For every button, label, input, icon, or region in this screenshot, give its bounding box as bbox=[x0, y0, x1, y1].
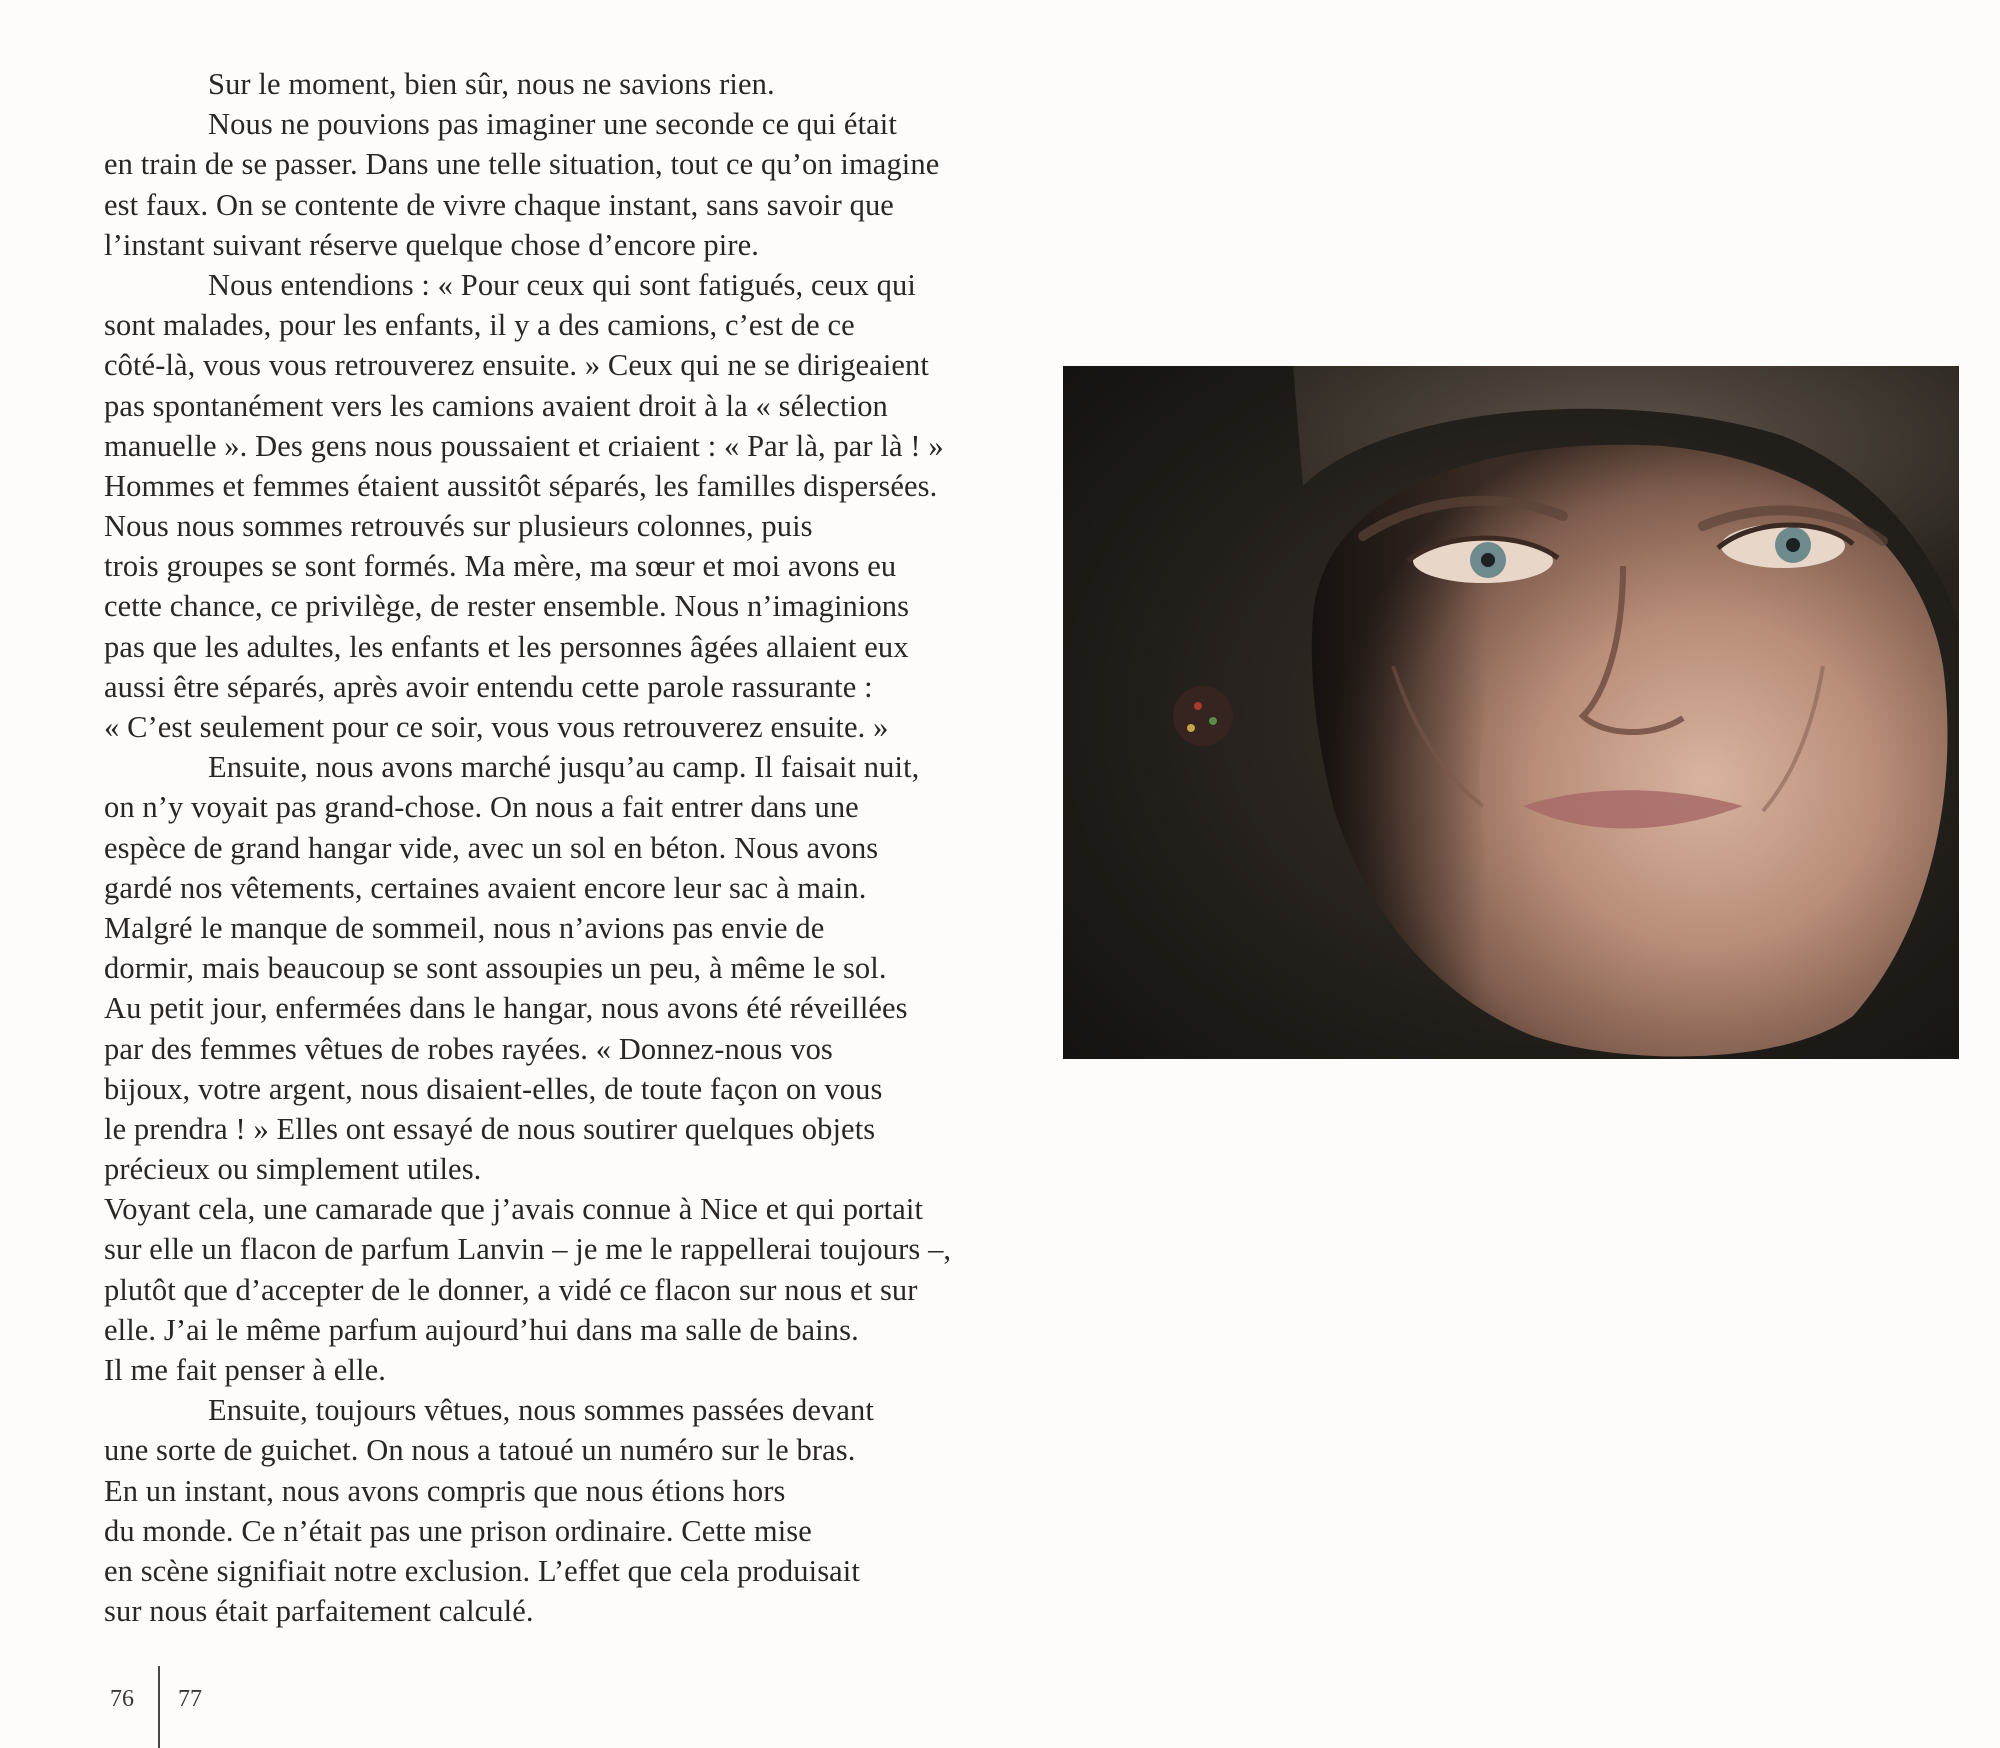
text-line: du monde. Ce n’était pas une prison ordinaire. Cette mise bbox=[104, 1513, 812, 1548]
body-text bbox=[104, 64, 974, 1631]
text-line: espèce de grand hangar vide, avec un sol en béton. Nous avons bbox=[104, 830, 879, 865]
text-line: cette chance, ce privilège, de rester ensemble. Nous n’imaginions bbox=[104, 589, 910, 624]
text-line: par des femmes vêtues de robes rayées. « Donnez-nous vos bbox=[104, 1031, 833, 1066]
portrait-photo bbox=[1063, 366, 1959, 1059]
text-line: manuelle ». Des gens nous poussaient et criaient : « Par là, par là ! » bbox=[104, 428, 944, 463]
text-line: elle. J’ai le même parfum aujourd’hui dans ma salle de bains. bbox=[104, 1312, 859, 1347]
text-line: une sorte de guichet. On nous a tatoué un numéro sur le bras. bbox=[104, 1433, 856, 1468]
text-line: aussi être séparés, après avoir entendu cette parole rassurante : bbox=[104, 669, 873, 704]
text-line: en train de se passer. Dans une telle situation, tout ce qu’on imagine bbox=[104, 147, 940, 182]
text-line: on n’y voyait pas grand-chose. On nous a fait entrer dans une bbox=[104, 790, 859, 825]
text-line: bijoux, votre argent, nous disaient-elles, de toute façon on vous bbox=[104, 1071, 883, 1106]
text-line: Sur le moment, bien sûr, nous ne savions rien. bbox=[208, 67, 775, 101]
text-line: Ensuite, nous avons marché jusqu’au camp. Il faisait nuit, bbox=[208, 750, 920, 785]
text-line: Nous entendions : « Pour ceux qui sont fatigués, ceux qui bbox=[208, 267, 916, 302]
portrait-illustration bbox=[1063, 366, 1959, 1059]
text-line: trois groupes se sont formés. Ma mère, ma sœur et moi avons eu bbox=[104, 549, 897, 584]
text-line: Nous nous sommes retrouvés sur plusieurs colonnes, puis bbox=[104, 509, 813, 544]
text-line: En un instant, nous avons compris que nous étions hors bbox=[104, 1473, 786, 1508]
text-line: pas spontanément vers les camions avaient droit à la « sélection bbox=[104, 388, 888, 423]
text-line: précieux ou simplement utiles. bbox=[104, 1152, 482, 1187]
text-line: « C’est seulement pour ce soir, vous vous retrouverez ensuite. » bbox=[104, 710, 889, 744]
text-line: est faux. On se contente de vivre chaque instant, sans savoir que bbox=[104, 187, 894, 222]
text-line: sont malades, pour les enfants, il y a des camions, c’est de ce bbox=[104, 308, 855, 343]
text-line: Nous ne pouvions pas imaginer une seconde ce qui était bbox=[208, 107, 897, 142]
text-line: Voyant cela, une camarade que j’avais connue à Nice et qui portait bbox=[104, 1192, 924, 1227]
text-line: Il me fait penser à elle. bbox=[104, 1353, 386, 1387]
page-number-right: 77 bbox=[178, 1686, 202, 1712]
text-line: le prendra ! » Elles ont essayé de nous soutirer quelques objets bbox=[104, 1111, 876, 1146]
page-number-divider bbox=[158, 1666, 160, 1748]
page-number-left: 76 bbox=[110, 1686, 134, 1712]
text-line: gardé nos vêtements, certaines avaient encore leur sac à main. bbox=[104, 870, 867, 905]
text-line: plutôt que d’accepter de le donner, a vidé ce flacon sur nous et sur bbox=[104, 1272, 918, 1307]
text-line: côté-là, vous vous retrouverez ensuite. » Ceux qui ne se dirigeaient bbox=[104, 348, 929, 383]
text-line: Hommes et femmes étaient aussitôt séparés, les familles dispersées. bbox=[104, 468, 938, 503]
text-line: Au petit jour, enfermées dans le hangar, nous avons été réveillées bbox=[104, 991, 908, 1026]
text-line: sur nous était parfaitement calculé. bbox=[104, 1594, 534, 1629]
text-line: pas que les adultes, les enfants et les personnes âgées allaient eux bbox=[104, 629, 909, 664]
text-line: dormir, mais beaucoup se sont assoupies un peu, à même le sol. bbox=[104, 951, 887, 986]
text-line: sur elle un flacon de parfum Lanvin – je me le rappellerai toujours –, bbox=[104, 1232, 952, 1267]
text-line: en scène signifiait notre exclusion. L’effet que cela produisait bbox=[104, 1553, 860, 1588]
text-line: Ensuite, toujours vêtues, nous sommes passées devant bbox=[208, 1393, 874, 1428]
text-line: Malgré le manque de sommeil, nous n’avions pas envie de bbox=[104, 910, 825, 945]
text-line: l’instant suivant réserve quelque chose d’encore pire. bbox=[104, 227, 759, 262]
